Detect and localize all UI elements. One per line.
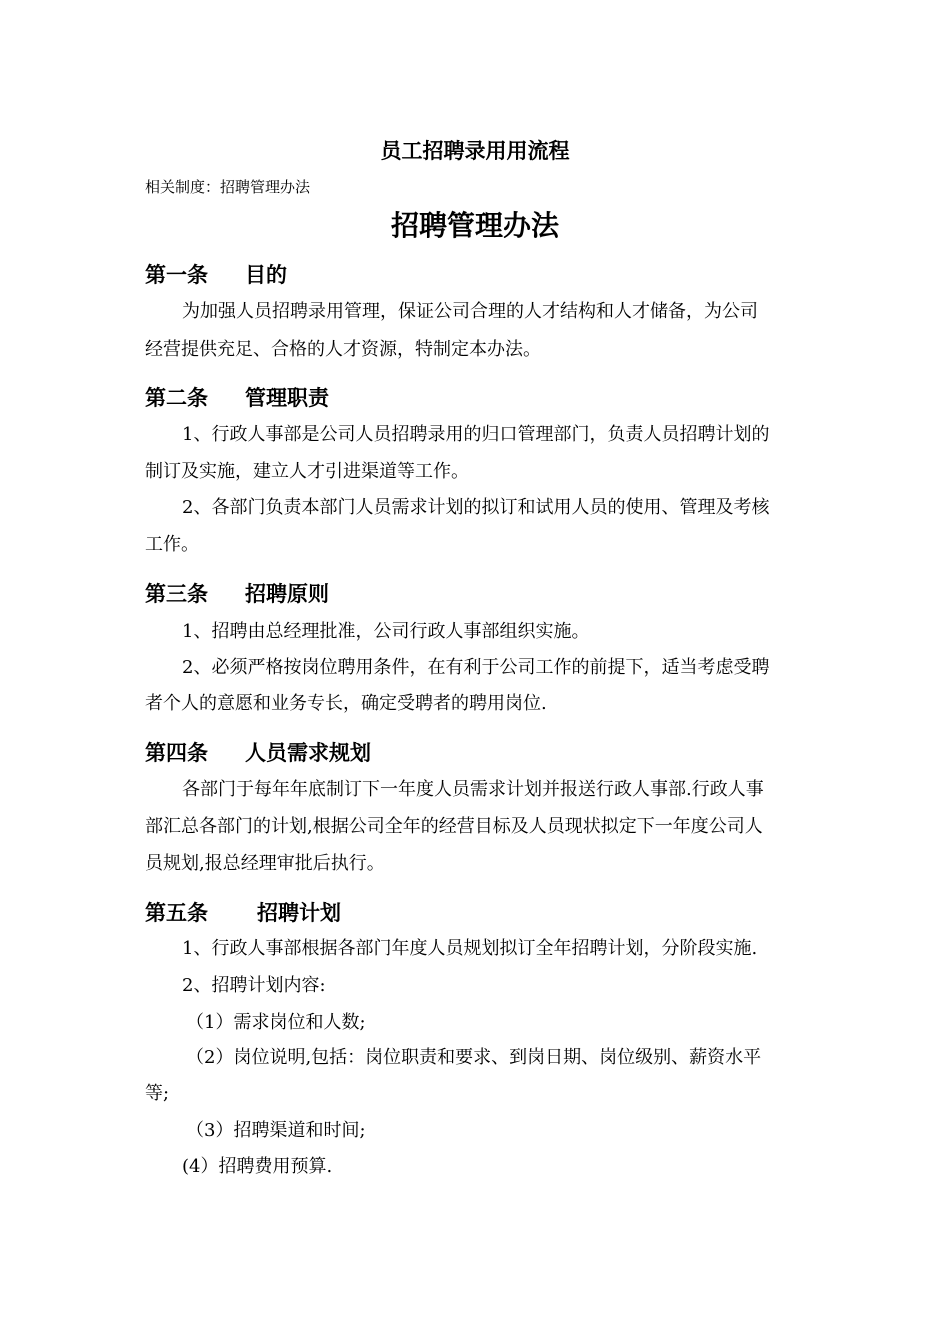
article-number: 第一条 [145,263,208,287]
paragraph-line: 部汇总各部门的计划,根据公司全年的经营目标及人员现状拟定下一年度公司人 [145,816,763,837]
paragraph-line: (4）招聘费用预算. [182,1156,333,1177]
paragraph-line: 2、各部门负责本部门人员需求计划的拟订和试用人员的使用、管理及考核 [182,497,770,518]
paragraph-line: 各部门于每年年底制订下一年度人员需求计划并报送行政人事部.行政人事 [182,779,764,800]
article-3-heading [145,579,329,609]
article-title: 管理职责 [245,386,329,410]
paragraph-line: 1、行政人事部根据各部门年度人员规划拟订全年招聘计划，分阶段实施. [182,938,758,959]
paragraph-line: （2）岗位说明,包括：岗位职责和要求、到岗日期、岗位级别、薪资水平 [186,1047,762,1068]
paragraph-line: 等; [145,1083,170,1104]
paragraph-line: （1）需求岗位和人数; [186,1012,366,1033]
paragraph-line: 工作。 [145,534,199,555]
article-number: 第四条 [145,741,208,765]
article-title: 目的 [245,263,287,287]
paragraph-line: 1、招聘由总经理批准，公司行政人事部组织实施。 [182,621,590,642]
paragraph-line: 经营提供充足、合格的人才资源，特制定本办法。 [145,339,541,360]
related-policy: 相关制度：招聘管理办法 [145,178,311,196]
article-title: 招聘原则 [245,582,329,606]
paragraph-line: 制订及实施，建立人才引进渠道等工作。 [145,461,469,482]
article-number: 第二条 [145,386,208,410]
article-title: 人员需求规划 [245,741,371,765]
article-number: 第三条 [145,582,208,606]
article-title: 招聘计划 [257,901,341,925]
article-2-heading [145,383,329,413]
paragraph-line: 员规划,报总经理审批后执行。 [145,853,385,874]
paragraph-line: 为加强人员招聘录用管理，保证公司合理的人才结构和人才储备，为公司 [182,301,758,322]
document-title: 员工招聘录用用流程 [380,139,570,163]
paragraph-line: 2、必须严格按岗位聘用条件，在有利于公司工作的前提下，适当考虑受聘 [182,657,770,678]
article-4-heading [145,738,371,768]
article-number: 第五条 [145,901,208,925]
paragraph-line: 2、招聘计划内容: [182,975,326,996]
main-title: 招聘管理办法 [390,209,559,242]
paragraph-line: 1、行政人事部是公司人员招聘录用的归口管理部门，负责人员招聘计划的 [182,424,770,445]
paragraph-line: 者个人的意愿和业务专长，确定受聘者的聘用岗位. [145,693,547,714]
article-5-heading [145,898,341,928]
paragraph-line: （3）招聘渠道和时间; [186,1120,366,1141]
article-1-heading [145,260,287,290]
